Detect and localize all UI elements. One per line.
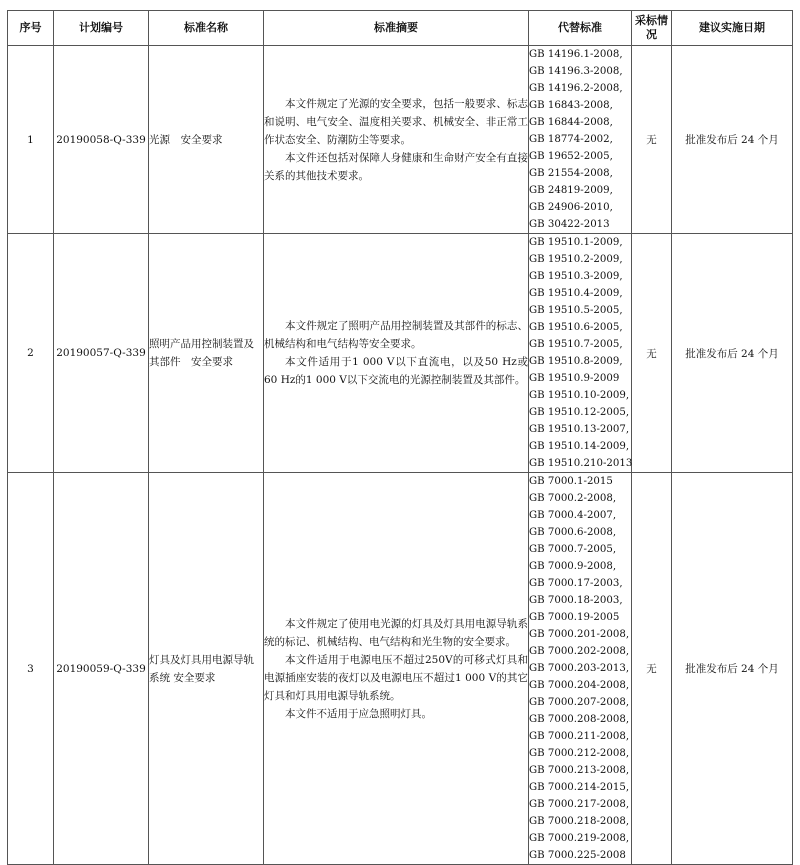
- row-seq: 2: [8, 234, 54, 473]
- replaced-standard-item: GB 24906-2010,: [529, 202, 613, 213]
- replaced-standard-item: GB 19510.9-2009: [529, 373, 620, 384]
- replaced-standard-item: GB 7000.19-2005: [529, 612, 620, 623]
- replaced-standard-item: GB 19510.2-2009,: [529, 254, 623, 265]
- standards-table: [7, 10, 793, 865]
- replaced-standard-item: GB 7000.4-2007,: [529, 510, 617, 521]
- header-abstract: 标准摘要: [264, 11, 529, 46]
- header-replaced-standards: 代替标准: [529, 11, 632, 46]
- replaced-standard-item: GB 19510.8-2009,: [529, 356, 623, 367]
- header-seq: 序号: [8, 11, 54, 46]
- replaced-standard-item: GB 19510.3-2009,: [529, 271, 623, 282]
- row-adoption: 无: [632, 234, 672, 473]
- replaced-standard-item: GB 7000.225-2008: [529, 850, 626, 861]
- row-abstract: [264, 46, 529, 234]
- row-standard-name: 光源 安全要求: [149, 46, 264, 234]
- replaced-standard-item: GB 19510.13-2007,: [529, 424, 630, 435]
- row-implementation-date: 批准发布后 24 个月: [672, 473, 793, 865]
- replaced-standard-item: GB 7000.212-2008,: [529, 748, 630, 759]
- replaced-standard-item: GB 7000.1-2015: [529, 476, 613, 487]
- replaced-standard-item: GB 19510.4-2009,: [529, 288, 623, 299]
- abstract-paragraph: 本文件规定了光源的安全要求，包括一般要求、标志和说明、电气安全、温度相关要求、机械安全、非正常工作状态安全、防潮防尘等要求。: [264, 97, 528, 146]
- replaced-standard-item: GB 7000.6-2008,: [529, 527, 617, 538]
- replaced-standard-item: GB 19510.6-2005,: [529, 322, 623, 333]
- row-replaced-standards: [529, 473, 632, 865]
- replaced-standard-item: GB 19510.210-2013: [529, 458, 633, 469]
- header-plan-number: 计划编号: [54, 11, 149, 46]
- row-adoption: 无: [632, 46, 672, 234]
- replaced-standard-item: GB 19652-2005,: [529, 151, 613, 162]
- replaced-standard-item: GB 14196.2-2008,: [529, 83, 623, 94]
- replaced-standard-item: GB 7000.208-2008,: [529, 714, 630, 725]
- replaced-standard-item: GB 24819-2009,: [529, 185, 613, 196]
- abstract-paragraph: 本文件还包括对保障人身健康和生命财产安全有直接关系的其他技术要求。: [264, 151, 528, 182]
- header-implementation-date: 建议实施日期: [672, 11, 793, 46]
- replaced-standard-item: GB 7000.201-2008,: [529, 629, 630, 640]
- replaced-standard-item: GB 7000.9-2008,: [529, 561, 617, 572]
- replaced-standard-item: GB 7000.217-2008,: [529, 799, 630, 810]
- replaced-standard-item: GB 7000.202-2008,: [529, 646, 630, 657]
- replaced-standard-item: GB 7000.18-2003,: [529, 595, 623, 606]
- row-standard-name: 灯具及灯具用电源导轨系统 安全要求: [149, 473, 264, 865]
- replaced-standard-item: GB 7000.207-2008,: [529, 697, 630, 708]
- replaced-standard-item: GB 7000.2-2008,: [529, 493, 617, 504]
- row-replaced-standards: [529, 46, 632, 234]
- row-replaced-standards: [529, 234, 632, 473]
- replaced-standard-item: GB 19510.7-2005,: [529, 339, 623, 350]
- replaced-standard-item: GB 21554-2008,: [529, 168, 613, 179]
- replaced-standard-item: GB 19510.12-2005,: [529, 407, 630, 418]
- replaced-standard-item: GB 7000.214-2015,: [529, 782, 630, 793]
- row-seq: 1: [8, 46, 54, 234]
- replaced-standard-item: GB 7000.203-2013,: [529, 663, 630, 674]
- header-standard-name: 标准名称: [149, 11, 264, 46]
- replaced-standard-item: GB 7000.211-2008,: [529, 731, 630, 742]
- replaced-standard-item: GB 18774-2002,: [529, 134, 613, 145]
- row-abstract: [264, 473, 529, 865]
- row-abstract: [264, 234, 529, 473]
- row-standard-name: 照明产品用控制装置及其部件 安全要求: [149, 234, 264, 473]
- row-plan-number: 20190058-Q-339: [54, 46, 149, 234]
- replaced-standard-item: GB 14196.1-2008,: [529, 49, 623, 60]
- replaced-standard-item: GB 7000.218-2008,: [529, 816, 630, 827]
- table-row: [8, 234, 793, 473]
- table-row: [8, 46, 793, 234]
- replaced-standard-item: GB 19510.10-2009,: [529, 390, 630, 401]
- abstract-paragraph: 本文件规定了使用电光源的灯具及灯具用电源导轨系统的标记、机械结构、电气结构和光生物的安全要求。: [264, 617, 528, 648]
- header-row: [8, 11, 793, 46]
- row-plan-number: 20190057-Q-339: [54, 234, 149, 473]
- replaced-standard-item: GB 19510.14-2009,: [529, 441, 630, 452]
- header-adoption: 采标情况: [632, 11, 672, 46]
- abstract-paragraph: 本文件不适用于应急照明灯具。: [285, 707, 432, 720]
- replaced-standard-item: GB 7000.204-2008,: [529, 680, 630, 691]
- replaced-standard-item: GB 7000.213-2008,: [529, 765, 630, 776]
- replaced-standard-item: GB 14196.3-2008,: [529, 66, 623, 77]
- row-plan-number: 20190059-Q-339: [54, 473, 149, 865]
- row-implementation-date: 批准发布后 24 个月: [672, 46, 793, 234]
- replaced-standard-item: GB 19510.1-2009,: [529, 237, 623, 248]
- row-adoption: 无: [632, 473, 672, 865]
- replaced-standard-item: GB 30422-2013: [529, 219, 610, 230]
- table-row: [8, 473, 793, 865]
- replaced-standard-item: GB 16843-2008,: [529, 100, 613, 111]
- replaced-standard-item: GB 19510.5-2005,: [529, 305, 623, 316]
- row-seq: 3: [8, 473, 54, 865]
- abstract-paragraph: 本文件适用于电源电压不超过250V的可移式灯具和电源插座安装的夜灯以及电源电压不超过1 000 V的其它灯具和灯具用电源导轨系统。: [264, 653, 528, 702]
- abstract-paragraph: 本文件适用于1 000 V以下直流电，以及50 Hz或60 Hz的1 000 V以下交流电的光源控制装置及其部件。: [264, 356, 528, 386]
- replaced-standard-item: GB 7000.7-2005,: [529, 544, 617, 555]
- abstract-paragraph: 本文件规定了照明产品用控制装置及其部件的标志、机械结构和电气结构等安全要求。: [264, 320, 528, 350]
- replaced-standard-item: GB 7000.17-2003,: [529, 578, 623, 589]
- row-implementation-date: 批准发布后 24 个月: [672, 234, 793, 473]
- replaced-standard-item: GB 7000.219-2008,: [529, 833, 630, 844]
- replaced-standard-item: GB 16844-2008,: [529, 117, 613, 128]
